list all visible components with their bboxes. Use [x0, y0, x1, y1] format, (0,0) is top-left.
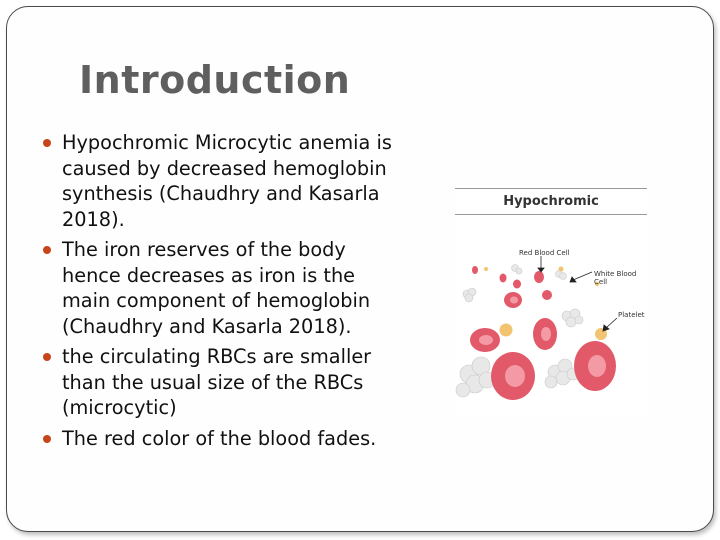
red-blood-cells: [470, 266, 616, 400]
bullet-text: Hypochromic Microcytic anemia is caused by decreased hemoglobin synthesis (Chaudhry and Kasarla 2018).: [62, 131, 392, 231]
wbc-label: White Blood Cell: [594, 270, 637, 286]
bullet-dot-icon: [43, 435, 51, 443]
bullet-text: the circulating RBCs are smaller than the usual size of the RBCs (microcytic): [62, 345, 372, 419]
platelet-label: Platelet: [618, 311, 645, 319]
bullet-item: [40, 344, 405, 421]
rbc-label: Red Blood Cell: [519, 249, 570, 257]
hypochromic-illustration: [455, 186, 647, 414]
slide-title: Introduction: [79, 58, 351, 102]
bullet-item: [40, 237, 405, 339]
bullet-item: [40, 426, 405, 452]
bullet-dot-icon: [43, 246, 51, 254]
bullet-text: The red color of the blood fades.: [62, 426, 377, 450]
bullet-dot-icon: [43, 353, 51, 361]
bullet-text: The iron reserves of the body hence decreases as iron is the main component of hemoglobin (Chaudhry and Kasarla 2018).: [62, 238, 371, 338]
bullet-item: [40, 130, 405, 232]
figure-title: Hypochromic: [503, 194, 599, 209]
bullet-dot-icon: [43, 139, 51, 147]
bullet-list: [40, 130, 405, 456]
figure-top-rule: [455, 188, 647, 189]
